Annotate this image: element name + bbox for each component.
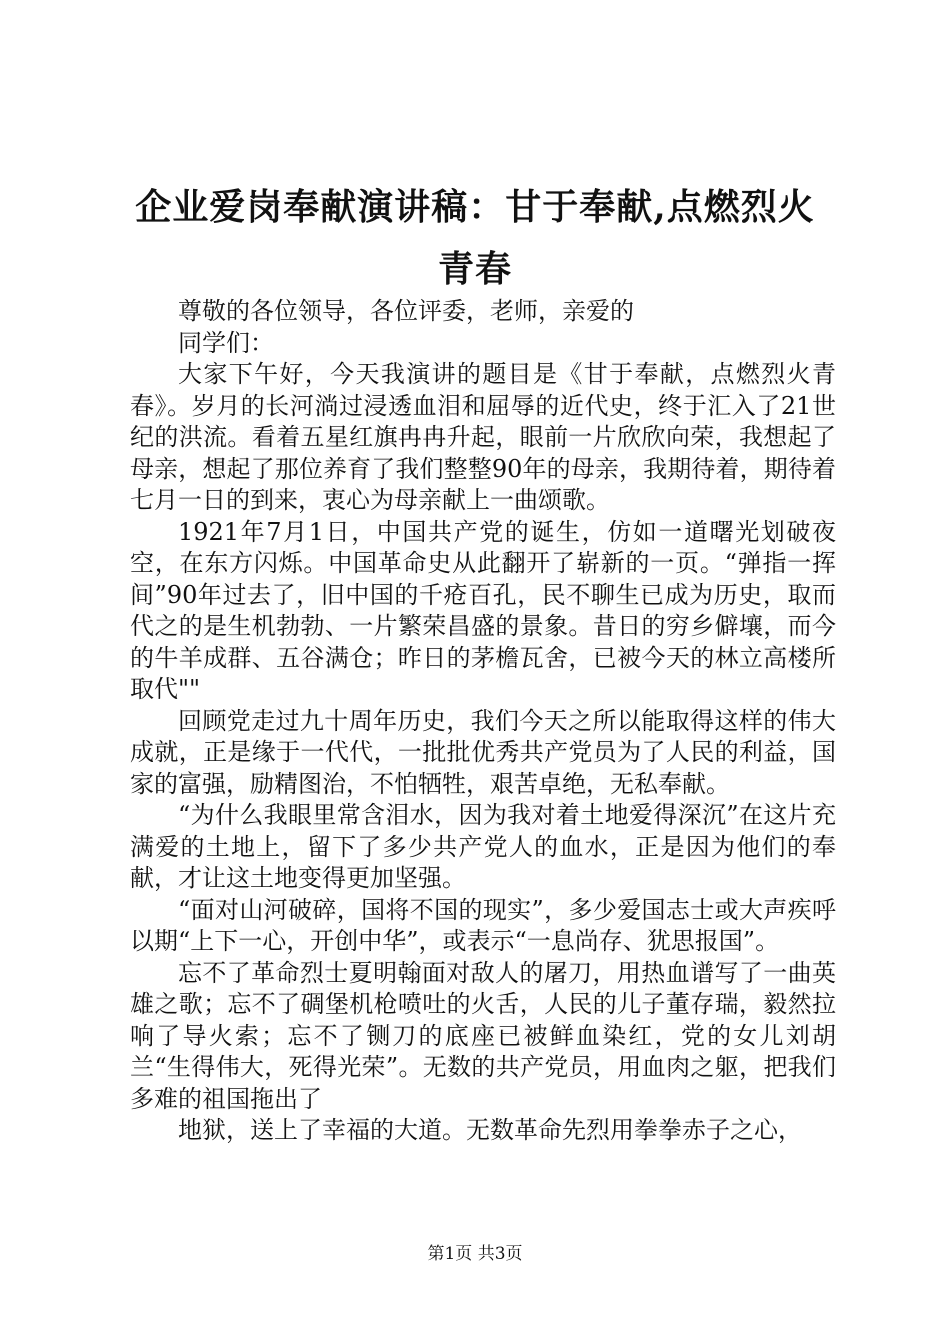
paragraph-salutation: 尊敬的各位领导，各位评委，老师，亲爱的 bbox=[178, 297, 634, 325]
paragraph-salutation-cont: 同学们： bbox=[178, 328, 274, 357]
page-number: 第1页 共3页 bbox=[427, 1244, 523, 1264]
paragraph: “为什么我眼里常含泪水，因为我对着土地爱得深沉”在这片充满爱的土地上，留下了多少共产党人的血水，正是因为他们的奉献，才让这土地变得更加坚强。 bbox=[130, 801, 836, 892]
paragraph: 回顾党走过九十周年历史，我们今天之所以能取得这样的伟大成就，正是缘于一代代，一批批优秀共产党员为了人民的利益，国家的富强，励精图治，不怕牺牲，艰苦卓绝，无私奉献。 bbox=[130, 706, 836, 798]
paragraph: 大家下午好，今天我演讲的题目是《甘于奉献，点燃烈火青春》。岁月的长河淌过浸透血泪和屈辱的近代史，终于汇入了21世纪的洪流。看着五星红旗冉冉升起，眼前一片欣欣向荣，我想起了母亲，想起了那位养育了我们整整90年的母亲，我期待着，期待着七月一日的到来，衷心为母亲献上一曲颂歌。 bbox=[130, 360, 836, 514]
document-title: 企业爱岗奉献演讲稿：甘于奉献,点燃烈火青春 bbox=[135, 186, 815, 290]
document-body bbox=[130, 296, 836, 1147]
paragraph: 1921年7月1日，中国共产党的诞生，仿如一道曙光划破夜空，在东方闪烁。中国革命史从此翻开了崭新的一页。“弹指一挥间”90年过去了，旧中国的千疮百孔，民不聊生已成为历史，取而代之的是生机勃勃、一片繁荣昌盛的景象。昔日的穷乡僻壤，而今的牛羊成群、五谷满仓；昨日的茅檐瓦舍，已被今天的林立高楼所取代"" bbox=[130, 517, 836, 703]
paragraph: 地狱，送上了幸福的大道。无数革命先烈用拳拳赤子之心， bbox=[178, 1116, 802, 1144]
paragraph: “面对山河破碎，国将不国的现实”，多少爱国志士或大声疾呼以期“上下一心，开创中华”，或表示“一息尚存、犹思报国”。 bbox=[130, 895, 836, 955]
paragraph: 忘不了革命烈士夏明翰面对敌人的屠刀，用热血谱写了一曲英雄之歌；忘不了碉堡机枪喷吐的火舌，人民的儿子董存瑞，毅然拉响了导火索；忘不了铡刀的底座已被鲜血染红，党的女儿刘胡兰“生得伟大，死得光荣”。无数的共产党员，用血肉之躯，把我们多难的祖国拖出了 bbox=[130, 958, 836, 1113]
